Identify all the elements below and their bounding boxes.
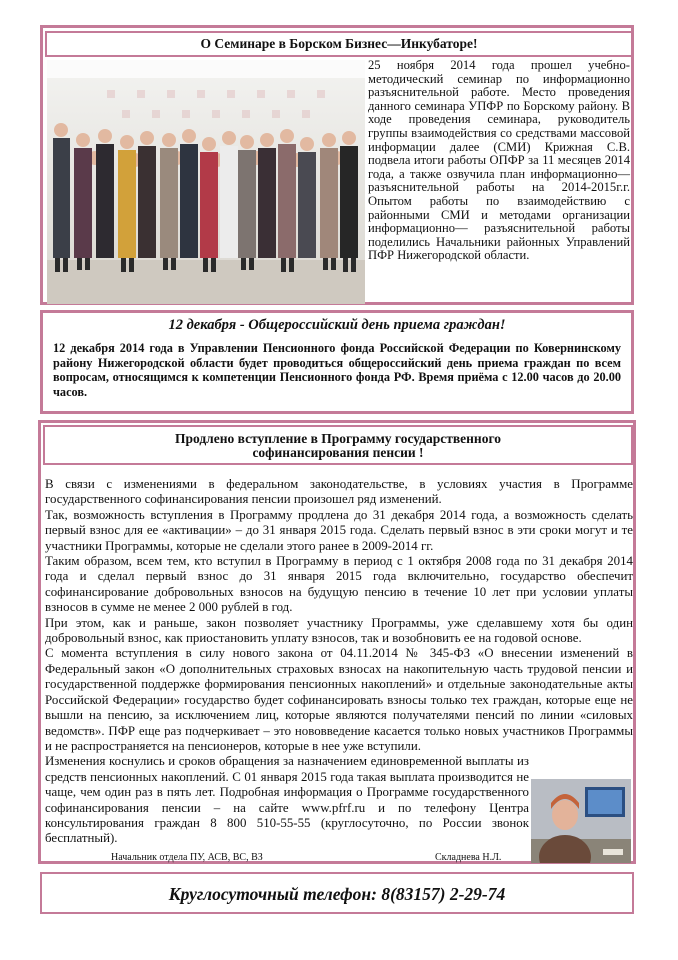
program-title-line2: софинансирования пенсии !: [252, 445, 424, 460]
program-paragraph: Таким образом, всем тем, кто вступил в Программу в период с 1 октября 2008 года по 31 декабря 2014 года и сделал первый взнос до 31 января 2015 года включительно, государство обеспечит софинансирование добровольных взносов на будущую пенсию в течение 10 лет при условии уплаты взносов в сумме не менее 2 000 рублей в год.: [45, 554, 633, 615]
program-paragraph: С момента вступления в силу нового закона от 04.11.2014 № 345-ФЗ «О внесении изменений в Федеральный закон «О дополнительных страховых взносах на накопительную часть трудовой пенсии и государственной поддержке формирования пенсионных накоплений» и отдельные законодательные акты Российской Федерации» государство будет софинансировать взносы только тех граждан, которые еще не вышли на пенсию, за исключением лиц, которые являются получателями пенсий по линии «силовых ведомств». ПФР еще раз подчеркивает – это нововведение касается только новых участников Программы и не распространяется на пенсионеров, которые в нее уже вступили.: [45, 646, 633, 753]
seminar-title: О Семинаре в Борском Бизнес—Инкубаторе!: [45, 31, 633, 57]
program-paragraph: При этом, как и раньше, закон позволяет участнику Программы, уже сделавшему хотя бы один добровольный взнос, как приостановить уплату взносов, так и возобновить ее на годовой основе.: [45, 615, 633, 646]
signature-position: Начальник отдела ПУ, АСВ, ВС, ВЗ: [111, 852, 263, 863]
seminar-text: 25 ноября 2014 года прошел учебно-методический семинар по информационно разъяснительной работе. Место проведения данного семинара УПФР по Борскому району. В ходе проведения семинара, руководитель группы взаимодействия со средствами массовой информации далее (СМИ) Крижная С.В. подвела итоги работы ОПФР за 11 месяцев 2014 года, а также озвучила план информационно— разъяснительной работы на 2014-2015г.г. Опытом работы по взаимодействию с районными СМИ и методами организации информационно— разъяснительной работы поделились Начальники районных Управлений ПФР Нижегородской области.: [368, 58, 630, 263]
program-paragraph: В связи с изменениями в федеральном законодательстве, в условиях участия в Программе государственного софинансирования пенсии произошел ряд изменений.: [45, 477, 633, 507]
hotline-text: Круглосуточный телефон: 8(83157) 2-29-74: [168, 884, 506, 904]
program-paragraph: Изменения коснулись и сроков обращения за назначением единовременной выплаты из средств пенсионных накоплений. С 01 января 2015 года такая выплата производится не чаще, чем один раз в пять лет. Подробная информация о Программе государственного софинансирования пенсии – на сайте www.pfrf.ru и по телефону Центра консультирования граждан 8 800 510-55-55 (круглосуточно, по России звонок бесплатный).: [45, 754, 529, 846]
reception-text: 12 декабря 2014 года в Управлении Пенсионного фонда Российской Федерации по Ковернинскому району Нижегородской области будет проводиться общероссийский день приема граждан по всем вопросам, относящимся к компетенции Пенсионного фонда РФ. Время приёма с 12.00 часов до 20.00 часов.: [53, 341, 621, 399]
seminar-section: [40, 25, 634, 305]
group-photo-icon: [47, 60, 365, 304]
reception-title: 12 декабря - Общероссийский день приема граждан!: [168, 317, 506, 333]
signature-name: Складнева Н.Л.: [435, 852, 502, 863]
hotline-section: [40, 872, 634, 914]
reception-section: [40, 310, 634, 414]
portrait-photo-icon: [531, 779, 631, 863]
program-title: [43, 425, 633, 465]
program-section: [38, 420, 636, 864]
program-title-line1: Продлено вступление в Программу государственного: [174, 431, 502, 446]
program-paragraph: Так, возможность вступления в Программу продлена до 31 декабря 2014 года, а возможность сделать первый взнос для ее «активации» – до 31 января 2015 года. Сделать первый взнос в эти сроки могут и те участники Программы, которые не сделали этого ранее в 2009-2014 гг.: [45, 507, 633, 553]
